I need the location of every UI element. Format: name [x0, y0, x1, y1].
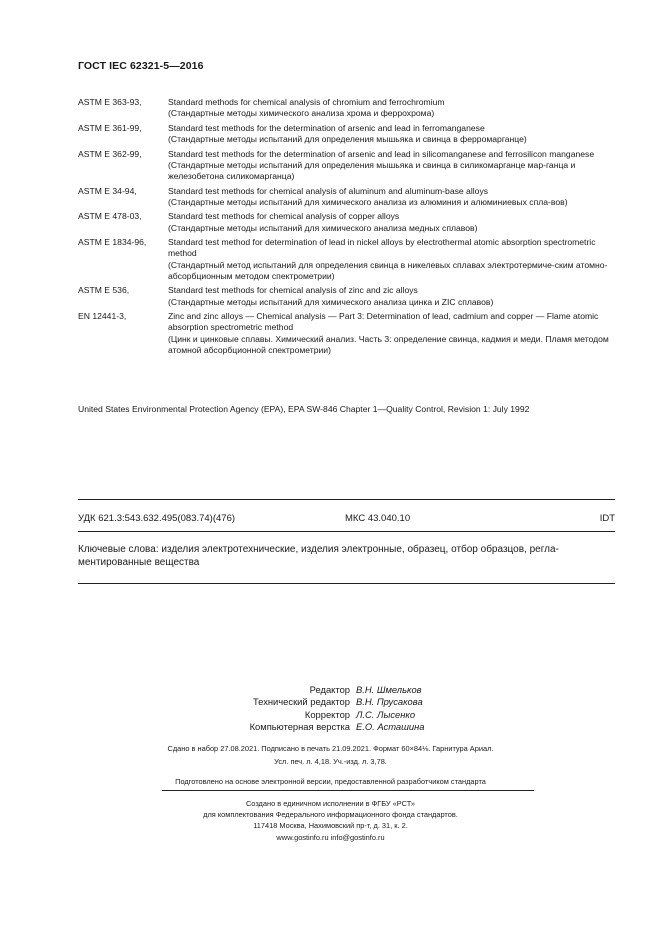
udk-code: УДК 621.3:543.632.495(083.74)(476)	[78, 513, 236, 524]
divider	[162, 790, 534, 791]
reference-item	[78, 186, 618, 208]
reference-code: ASTM E 536,	[78, 285, 130, 296]
epa-reference: United States Environmental Protection Agency (EPA), EPA SW-846 Chapter 1—Quality Control, Revision 1: July 1992	[78, 404, 530, 414]
reference-code: ASTM E 1834-96,	[78, 237, 147, 248]
reference-code: ASTM E 361-99,	[78, 122, 142, 133]
publisher-info	[0, 798, 661, 843]
reference-title-ru: (Стандартные методы испытаний для определения мышьяка и свинца в ферромарганце)	[168, 134, 527, 144]
prepared-note: Подготовлено на основе электронной версии, предоставленной разработчиком стандарта	[175, 777, 486, 786]
keywords: Ключевые слова: изделия электротехнические, изделия электронные, образец, отбор образцов, регла-ментированные вещества	[78, 544, 559, 568]
reference-title-ru: (Стандартные методы испытаний для определения мышьяка и свинца в силикомарганце мар-ганца и железобетона силикомарганца)	[168, 159, 576, 181]
reference-title-en: Standard test method for determination of lead in nickel alloys by electrothermal atomic absorption spectrometric method	[168, 237, 596, 259]
staff-name: В.Н. Шмельков	[356, 684, 422, 695]
staff-role: Корректор	[304, 708, 350, 720]
reference-title-en: Standard test methods for chemical analysis of zinc and zic alloys	[168, 285, 418, 296]
reference-title-en: Standard methods for chemical analysis of chromium and ferrochromium	[168, 97, 445, 107]
staff-role: Компьютерная верстка	[249, 720, 350, 732]
divider	[78, 583, 615, 584]
reference-title-en: Zinc and zinc alloys — Chemical analysis — Part 3: Determination of lead, cadmium and copper — Flame atomic absorption spectrometric method	[168, 311, 599, 333]
publisher-line: 117418 Москва, Нахимовский пр-т, д. 31, к. 2.	[253, 821, 408, 831]
staff-role: Технический редактор	[252, 696, 350, 708]
reference-title-en: Standard test methods for chemical analysis of copper alloys	[168, 211, 400, 222]
imprint-line: Сдано в набор 27.08.2021. Подписано в печать 21.09.2021. Формат 60×84⅛. Гарнитура Ариал.	[167, 744, 494, 753]
reference-code: EN 12441-3,	[78, 311, 127, 322]
reference-item	[78, 237, 618, 282]
reference-title-ru: (Стандартный метод испытаний для определения свинца в никелевых сплавах электротермиче-ским атомно-абсорбционным методом спектрометрии)	[168, 259, 608, 281]
reference-title-ru: (Стандартные методы испытаний для химического анализа цинка и ZIC сплавов)	[168, 296, 494, 307]
publisher-line: Создано в единичном исполнении в ФГБУ «РСТ»	[245, 799, 416, 808]
reference-title-ru: (Цинк и цинковые сплавы. Химический анализ. Часть 3: определение свинца, кадмия и меди. Пламя методом атомной абсорбционной спектрометрии)	[168, 333, 609, 355]
reference-code: ASTM E 362-99,	[78, 148, 142, 159]
reference-list	[78, 97, 618, 359]
reference-item	[78, 123, 618, 145]
reference-title-en: Standard test methods for chemical analysis of aluminum and aluminum-base alloys	[168, 185, 489, 196]
reference-title-en: Standard test methods for the determination of arsenic and lead in silicomanganese and ferrosilicon manganese	[168, 148, 595, 159]
staff-name: Л.С. Лысенко	[356, 708, 416, 720]
reference-item	[78, 97, 618, 119]
divider	[78, 499, 615, 500]
reference-title-ru: (Стандартные методы испытаний для химического анализа из алюминия и алюминиевых спла-вов)	[168, 196, 568, 207]
reference-code: ASTM E 363-93,	[78, 97, 142, 107]
reference-title-en: Standard test methods for the determination of arsenic and lead in ferromanganese	[168, 122, 485, 133]
divider	[78, 531, 615, 532]
reference-item	[78, 211, 618, 233]
publisher-line: для комплектования Федерального информационного фонда стандартов.	[203, 810, 458, 820]
staff-name: В.Н. Прусакова	[356, 696, 423, 708]
imprint-line: Усл. печ. л. 4,18. Уч.-изд. л. 3,78.	[274, 757, 387, 766]
reference-item	[78, 149, 618, 183]
reference-title-ru: (Стандартные методы химического анализа хрома и феррохрома)	[168, 108, 435, 119]
idt-label: IDT	[599, 513, 615, 524]
reference-item	[78, 311, 618, 356]
staff-role: Редактор	[309, 684, 350, 695]
document-header: ГОСТ IEC 62321-5—2016	[78, 60, 204, 72]
reference-code: ASTM E 478-03,	[78, 211, 142, 222]
publisher-contacts: www.gostinfo.ru info@gostinfo.ru	[276, 832, 385, 842]
editorial-staff	[0, 684, 661, 733]
reference-item	[78, 285, 618, 307]
mks-code: МКС 43.040.10	[345, 513, 411, 524]
reference-code: ASTM E 34-94,	[78, 185, 137, 196]
staff-name: Е.О. Асташина	[356, 720, 425, 732]
reference-title-ru: (Стандартные методы испытаний для химического анализа медных сплавов)	[168, 222, 478, 233]
